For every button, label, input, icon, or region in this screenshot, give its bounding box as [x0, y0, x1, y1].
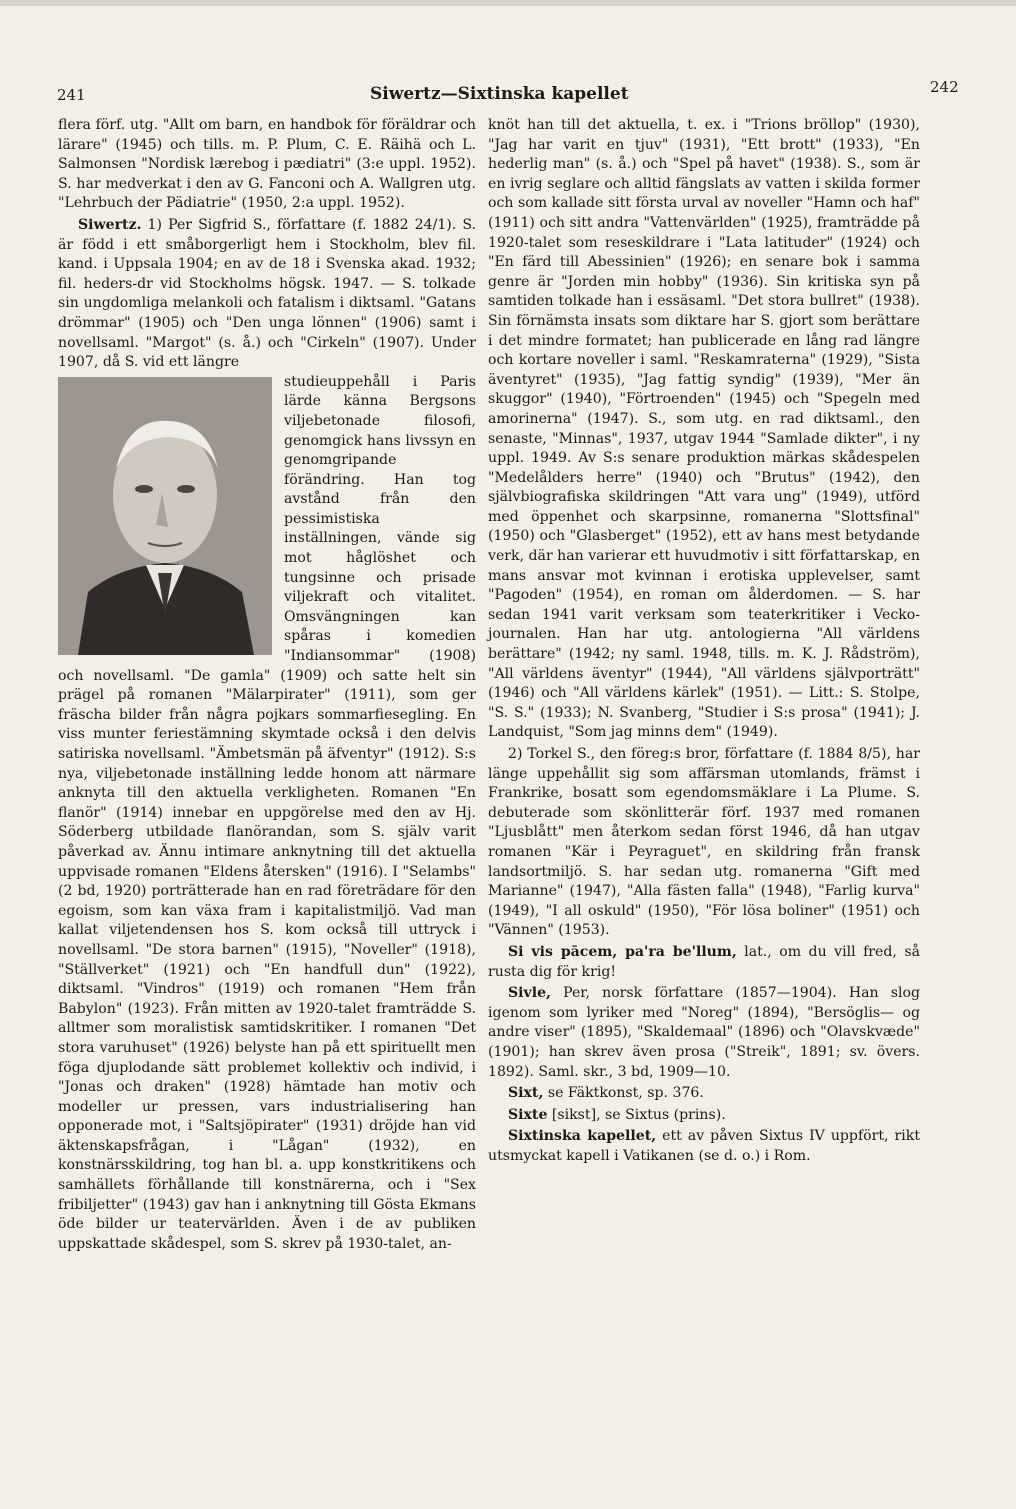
running-title: Siwertz—Sixtinska kapellet [370, 84, 629, 104]
scan-edge [0, 0, 1016, 6]
page-number-right: 242 [930, 78, 959, 96]
entry-text: ett av påven Sixtus IV uppfört, rikt utsmyckat kapell i Vatikanen (se d. o.) i Rom. [488, 1128, 920, 1164]
entry-sivle [488, 984, 920, 1082]
entry-headword: Sivle, [508, 985, 551, 1002]
entry-si-vis-pacem [488, 943, 920, 982]
entry-text: se Fäktkonst, sp. 376. [543, 1085, 704, 1102]
entry-continuation: flera förf. utg. "Allt om barn, en handbok för föräldrar och lärare" (1945) och tills. m. P. Plum, C. E. Räihä och L. Salmonsen "Nordisk lærebog i pædiatri" (3:e uppl. 1952). S. har medverkat i den av G. Fanconi och A. Wallgren utg. "Lehrbuch der Pädiatrie" (1950, 2:a uppl. 1952). [58, 117, 476, 212]
entry-sixt [488, 1084, 920, 1104]
entry-text: [sikst], se Sixtus (prins). [547, 1106, 726, 1123]
right-column [488, 116, 920, 1166]
left-column [58, 116, 476, 1254]
entry-siwertz [58, 216, 476, 373]
entry-text-wrapped: studieuppehåll i Paris lärde känna Bergsons viljebetonade filosofi, genomgick hans livssyn en genomgripande förändring. Han tog avstånd från den pessimistiska inställningen, vände sig mot håglöshet och tungsinne och prisade viljekraft och vitalitet. Omsvängningen kan spåras i komedien "Indiansommar" (1908) och novellsaml. "De gamla" (1909) och satte helt sin prägel på romanen "Mälarpirater" (1911), som ger fräscha bilder från några pojkars sommarfiesegling. En viss munter feriestämning skymtade också i den delvis satiriska novellsaml. "Ämbetsmän på äfventyr" (1912). S:s nya, viljebetonade inställning ledde honom att närmare anknyta till den aktuella verkligheten. Romanen "En flanör" (1914) innebar en uppgörelse med den av Hj. Söderberg utbildade flanörandan, som S. själv varit påverkad av. Ännu intimare anknytning till det aktuella uppvisade romanen "Eldens återsken" (1916). I "Selambs" (2 bd, 1920) porträtterade han en rad företrädare för den egoism, som kan växa fram i kapitalistmiljö. Vad man kallat viljetendensen hos S. kom också till uttryck i novellsaml. "De stora barnen" (1915), "Noveller" (1918), "Ställverket" (1921) och "En handfull dun" (1922), diktsaml. "Vindros" (1919) och romanen "Hem från Babylon" (1923). Från mitten av 1920-talet framträdde S. alltmer som moralistisk samtidskritiker. I romanen "Det stora varuhuset" (1926) belyste han på ett spirituellt men föga djuplodande sätt problemet kollektiv och individ, i "Jonas och draken" (1928) hämtade han motiv och modeller ur pressen, vars industrialisering han opponerade mot, i "Saltsjöpirater" (1931) dröjde han vid äktenskapsfrågan, i "Lågan" (1932), en konstnärsskildring, tog han bl. a. upp konstkritikens och samhällets förhållande till konstnärerna, och i "Sex fribiljetter" (1943) gav han i anknytning till Gösta Ekmans öde bilder ur teatervärlden. Även i de av publiken uppskattade skådespel, som S. skrev på 1930-talet, an- [58, 373, 476, 1252]
entry-sixtinska-kapellet [488, 1127, 920, 1166]
entry-text: 1) Per Sigfrid S., författare (f. 1882 24/1). S. är född i ett småborgerligt hem i Stockholm, blev fil. kand. i Uppsala 1904; en av de 18 i Svenska akad. 1932; fil. heders-dr vid Stockholms högsk. 1947. — S. tolkade sin ungdomliga melankoli och fatalism i diktsaml. "Gatans drömmar" (1905) och "Den unga lönnen" (1906) samt i novellsaml. "Margot" (s. å.) och "Cirkeln" (1907). Under 1907, då S. vid ett längre [58, 216, 476, 371]
entry-headword: Siwertz. [78, 216, 142, 233]
entry-continuation: knöt han till det aktuella, t. ex. i "Trions bröllop" (1930), "Jag har varit en tjuv" (1931), "Ett brott" (1933), "En hederlig man" (s. å.) och "Spel på havet" (1938). S., som är en ivrig seglare och alltid fängslats av vatten i skilda former och som kallade sitt första urval av noveller "Hamn och haf" (1911) och sitt andra "Vattenvärlden" (1925), framträdde på 1920-talet som reseskildrare i "Lata latituder" (1924) och "En färd till Abessinien" (1926); en senare bok i samma genre är "Jorden min hobby" (1936). Sin kritiska syn på samtiden tolkade han i essäsaml. "Det stora bullret" (1938). Sin förnämsta insats som diktare har S. gjort som berättare i det mindre formatet; han publicerade en lång rad längre och kortare noveller i saml. "Reskamraterna" (1929), "Sista äventyret" (1935), "Jag fattig syndig" (1939), "Mer än skuggor" (1940), "Förtroenden" (1945) och "Spegeln med amorinerna" (1947). S., som utg. en rad diktsaml., den senaste, "Minnas", 1937, utgav 1944 "Samlade dikter", i ny uppl. 1949. Av S:s senare produktion märkas skådespelen "Medelålders herre" (1940) och "Brutus" (1942), den självbiografiska skildringen "Att vara ung" (1949), utförd med öppenhet och skarpsinne, romanerna "Slottsfinal" (1950) och "Glasberget" (1952), ett av hans mest betydande verk, där han varierar ett huvudmotiv i sitt författarskap, en mans ansvar mot kvinnan i erotiska upplevelser, samt "Pagoden" (1954), en roman om ålderdomen. — S. har sedan 1941 varit verksam som teaterkritiker i Vecko-journalen. Han har utg. antologierna "All världens berättare" (1942; ny saml. 1948, tills. m. K. J. Rådström), "All världens äventyr" (1944), "All världens självporträtt" (1946) och "All världens kärlek" (1951). — Litt.: S. Stolpe, "S. S." (1933); N. Svanberg, "Studier i S:s prosa" (1941); J. Landquist, "Som jag minns dem" (1949). [488, 117, 920, 741]
entry-torkel-siwertz: 2) Torkel S., den föreg:s bror, författare (f. 1884 8/5), har länge uppehållit sig som affärsman utomlands, främst i Frankrike, bosatt som egendomsmäklare i La Plume. S. debuterade som skönlitterär förf. 1937 med romanen "Ljusblått" men återkom sedan först 1946, då han utgav romanen "Kär i Peyraguet", en skildring från fransk landsortmiljö. S. har sedan utg. romanerna "Gift med Marianne" (1947), "Alla fästen falla" (1948), "Farlig kurva" (1949), "I all oskuld" (1950), "För lösa boliner" (1951) och "Vännen" (1953). [488, 746, 920, 939]
page-number-left: 241 [57, 86, 86, 104]
entry-text: lat., om du vill fred, så rusta dig för krig! [488, 943, 921, 980]
entry-headword: Sixt, [508, 1085, 544, 1102]
entry-headword: Sixtinska kapellet, [508, 1128, 657, 1145]
entry-headword: Si vis pācem, pa'ra be'llum, [508, 943, 737, 960]
entry-text: Per, norsk författare (1857—1904). Han slog igenom som lyriker med "Noreg" (1894), "Bersöglis— og andre viser" (1895), "Skaldemaal" (1896) och "Olavskvæde" (1901); han skrev även prosa ("Streik", 1891; sv. övers. 1892). Saml. skr., 3 bd, 1909—10. [488, 985, 920, 1080]
entry-sixte [488, 1106, 920, 1126]
entry-headword: Sixte [508, 1106, 548, 1123]
page-header [0, 78, 1016, 108]
portrait-photo [58, 377, 272, 655]
portrait-image [58, 377, 272, 655]
